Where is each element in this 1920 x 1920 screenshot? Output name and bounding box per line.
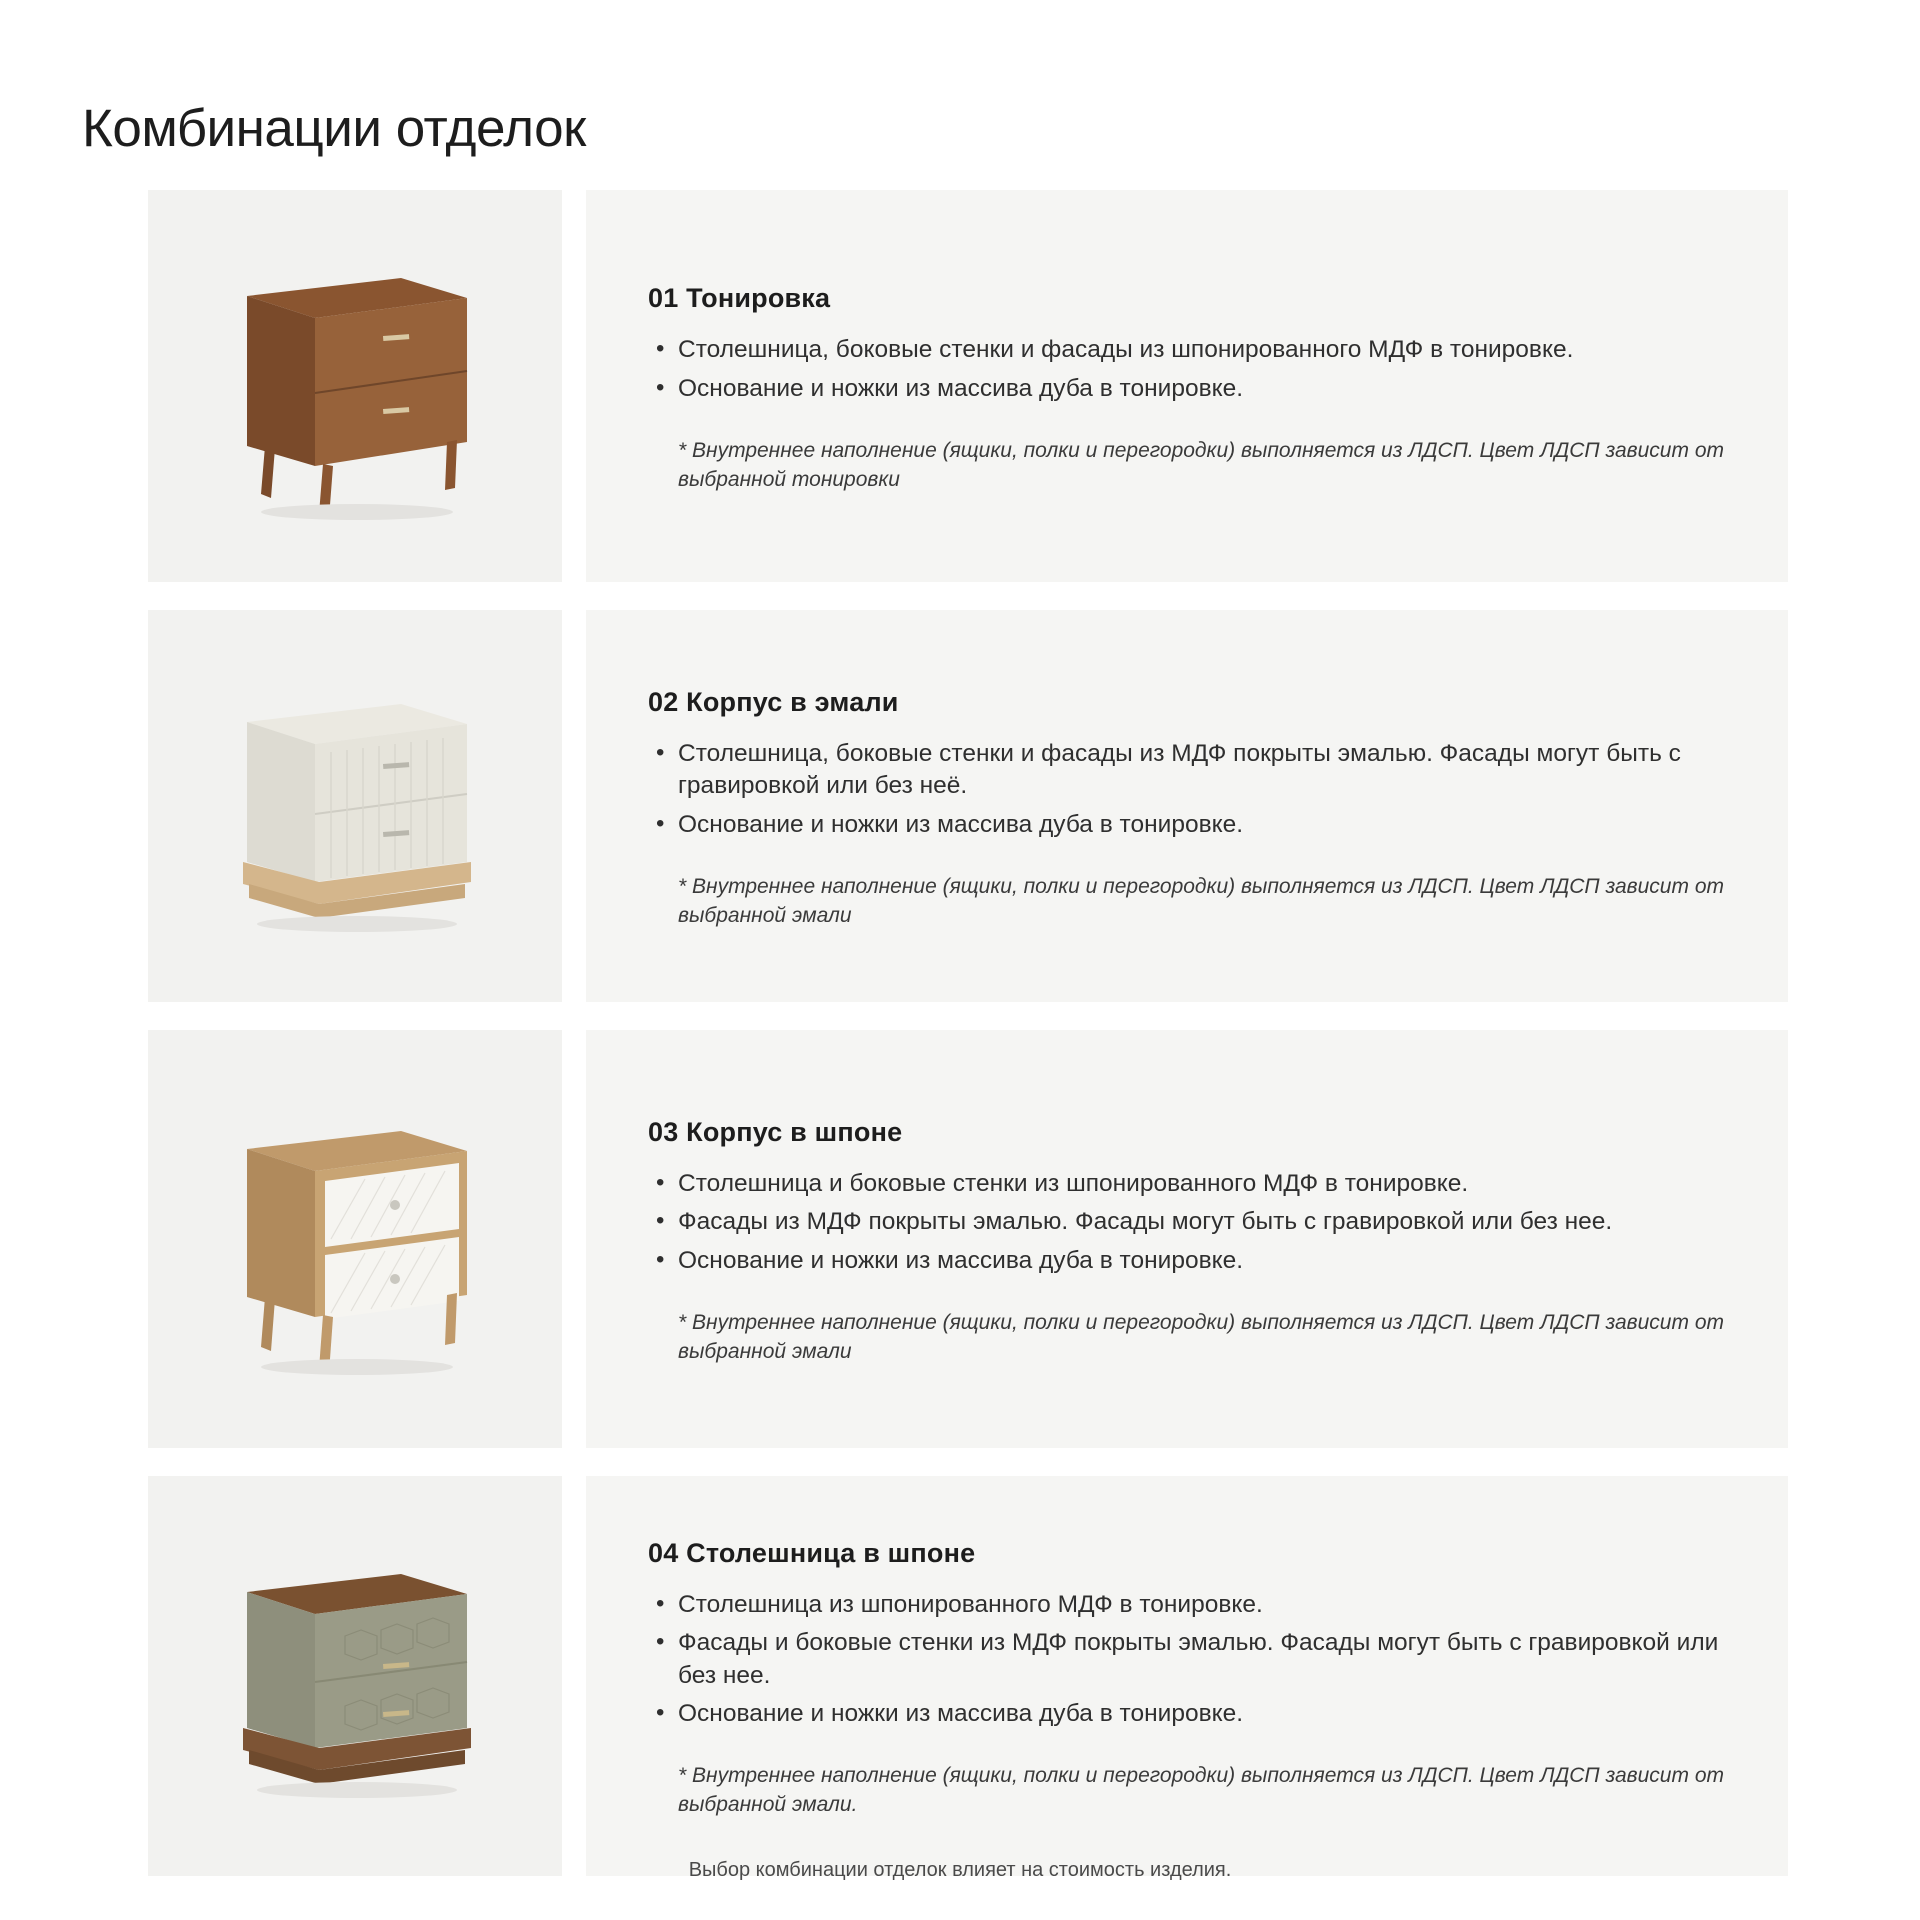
product-image-04 <box>148 1476 562 1876</box>
section-content-01 <box>586 190 1788 582</box>
section-row-04 <box>148 1476 1788 1876</box>
section-row-03 <box>148 1030 1788 1448</box>
section-content-04 <box>586 1476 1788 1876</box>
section-title-03: 03 Корпус в шпоне <box>648 1117 903 1148</box>
section-row-01 <box>148 190 1788 582</box>
section-note-02: * Внутреннее наполнение (ящики, полки и перегородки) выполняется из ЛДСП. Цвет ЛДСП зависит от выбранной эмали <box>678 875 1724 927</box>
section-bullets-03 <box>648 1168 1742 1283</box>
sections-list <box>148 190 1788 1904</box>
section-row-02 <box>148 610 1788 1002</box>
bullet-item: • Столешница из шпонированного МДФ в тонировке. <box>648 1589 1742 1621</box>
section-title-04: 04 Столешница в шпоне <box>648 1537 976 1568</box>
bullet-item: • Столешница, боковые стенки и фасады из МДФ покрыты эмалью. Фасады могут быть с гравировкой или без неё. <box>648 738 1742 803</box>
product-image-03 <box>148 1030 562 1448</box>
section-bullets-01 <box>648 334 1742 411</box>
product-image-02 <box>148 610 562 1002</box>
section-note-03: * Внутреннее наполнение (ящики, полки и перегородки) выполняется из ЛДСП. Цвет ЛДСП зависит от выбранной эмали <box>678 1311 1724 1363</box>
section-title-02: 02 Корпус в эмали <box>648 687 899 718</box>
bullet-item: • Основание и ножки из массива дуба в тонировке. <box>648 1245 1742 1277</box>
section-title-01: 01 Тонировка <box>648 283 831 314</box>
bullet-item: • Столешница, боковые стенки и фасады из шпонированного МДФ в тонировке. <box>648 334 1742 366</box>
product-image-01 <box>148 190 562 582</box>
bullet-item: • Фасады и боковые стенки из МДФ покрыты эмалью. Фасады могут быть с гравировкой или без нее. <box>648 1627 1742 1692</box>
section-content-03 <box>586 1030 1788 1448</box>
bullet-item: • Фасады из МДФ покрыты эмалью. Фасады могут быть с гравировкой или без нее. <box>648 1206 1742 1238</box>
bullet-item: • Столешница и боковые стенки из шпонированного МДФ в тонировке. <box>648 1168 1742 1200</box>
section-content-02 <box>586 610 1788 1002</box>
page-title: Комбинации отделок <box>82 98 586 158</box>
footer-note: Выбор комбинации отделок влияет на стоимость изделия. <box>688 1859 1232 1881</box>
section-bullets-04 <box>648 1589 1742 1736</box>
bullet-item: • Основание и ножки из массива дуба в тонировке. <box>648 809 1742 841</box>
section-note-04: * Внутреннее наполнение (ящики, полки и перегородки) выполняется из ЛДСП. Цвет ЛДСП зависит от выбранной эмали. <box>678 1764 1724 1817</box>
section-note-01: * Внутреннее наполнение (ящики, полки и перегородки) выполняется из ЛДСП. Цвет ЛДСП зависит от выбранной тонировки <box>678 438 1724 491</box>
section-bullets-02 <box>648 738 1742 847</box>
bullet-item: • Основание и ножки из массива дуба в тонировке. <box>648 373 1742 405</box>
bullet-item: • Основание и ножки из массива дуба в тонировке. <box>648 1698 1742 1730</box>
